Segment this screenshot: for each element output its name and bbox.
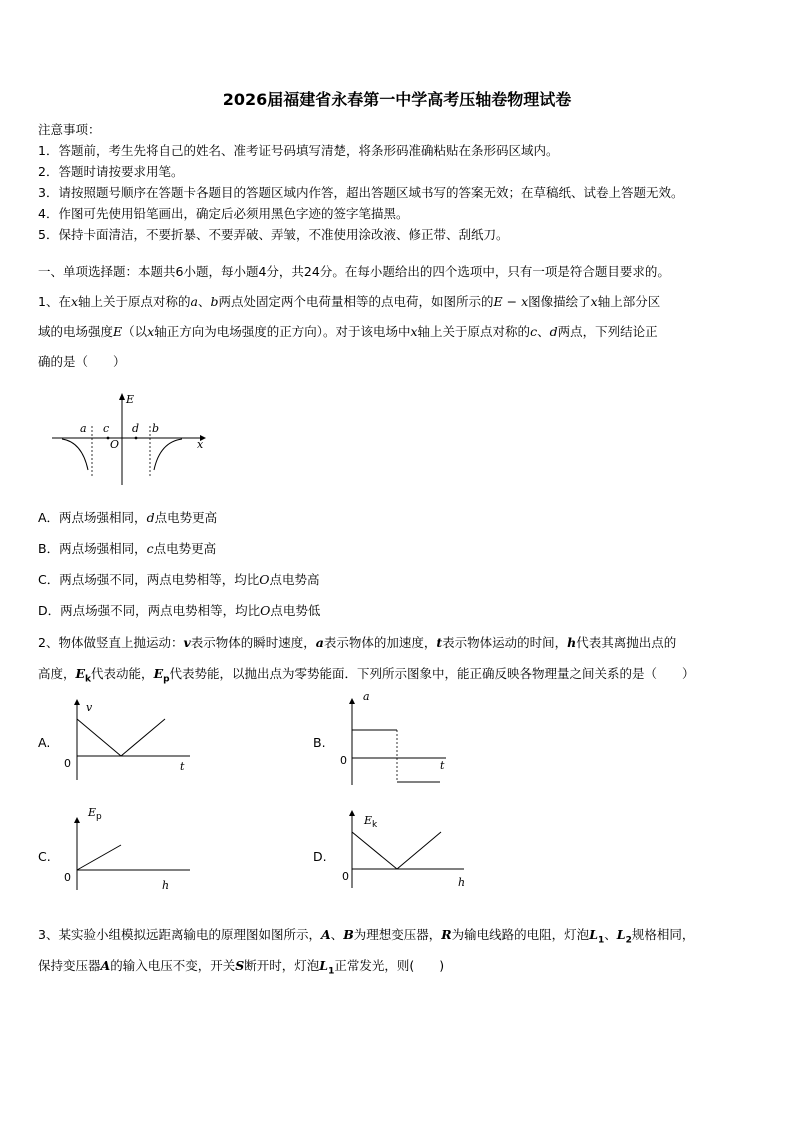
question-1-option-d: D．两点场强不同，两点电势相等，均比O点电势低 [38, 603, 321, 618]
svg-text:t: t [180, 760, 185, 773]
question-2-line-1: 2、物体做竖直上抛运动：v表示物体的瞬时速度，a表示物体的加速度，t表示物体运动的时间，h代表其离抛出点的 [38, 635, 677, 650]
section-heading: 一、单项选择题：本题共6小题，每小题4分，共24分。在每小题给出的四个选项中，只有一项是符合题目要求的。 [38, 264, 670, 279]
point-d [135, 437, 138, 440]
label-d: d [132, 422, 140, 435]
graph-b-a-t [336, 690, 456, 790]
y-axis-arrow [74, 817, 80, 823]
option-b-label: B. [313, 735, 326, 750]
option-a-label: A. [38, 735, 51, 750]
svg-text:p: p [96, 812, 102, 822]
question-2-line-2: 高度，$E_k$代表动能，$E_p$代表势能，以抛出点为零势能面．下列所示图象中，能正确反映各物理量之间关系的是（ ） [38, 666, 695, 685]
question-1-option-b: B．两点场强相同，c点电势更高 [38, 541, 217, 556]
v-line-down [77, 719, 121, 756]
svg-text:a: a [363, 690, 370, 703]
graph-c-ep-h [60, 805, 200, 895]
field-curve-left [62, 439, 88, 470]
y-axis-arrow [349, 698, 355, 704]
svg-text:0: 0 [340, 754, 347, 767]
question-3-line-1: 3、某实验小组模拟远距离输电的原理图如图所示，A、B为理想变压器，R为输电线路的电阻，灯泡$L_1$、$L_2$规格相同， [38, 927, 695, 946]
notice-item: 4．作图可先使用铅笔画出，确定后必须用黑色字迹的签字笔描黑。 [38, 206, 409, 221]
option-d-label: D. [313, 849, 327, 864]
svg-text:E: E [364, 814, 373, 827]
label-x: x [197, 438, 204, 451]
y-axis-arrow [349, 810, 355, 816]
field-curve-right [154, 439, 182, 470]
v-line-up [121, 719, 165, 756]
question-1-line-3: 确的是（ ） [38, 354, 126, 369]
notice-item: 1．答题前，考生先将自己的姓名、准考证号码填写清楚，将条形码准确粘贴在条形码区域内。 [38, 143, 559, 158]
option-c-label: C. [38, 849, 51, 864]
graph-a-v-t [60, 695, 200, 785]
svg-text:0: 0 [64, 871, 71, 884]
question-1-option-c: C．两点场强不同，两点电势相等，均比O点电势高 [38, 572, 320, 587]
notice-item: 5．保持卡面清洁，不要折暴、不要弄破、弄皱，不准使用涂改液、修正带、刮纸刀。 [38, 227, 509, 242]
e-axis-arrow [119, 393, 125, 400]
point-c [107, 437, 110, 440]
label-a: a [80, 422, 87, 435]
question-1-option-a: A．两点场强相同，d点电势更高 [38, 510, 218, 525]
notice-item: 3．请按照题号顺序在答题卡各题目的答题区域内作答，超出答题区域书写的答案无效；在草稿纸、试卷上答题无效。 [38, 185, 684, 200]
svg-text:0: 0 [64, 757, 71, 770]
y-axis-arrow [74, 699, 80, 705]
question-1-line-1: 1、在x轴上关于原点对称的a、b两点处固定两个电荷量相等的点电荷，如图所示的E − x图像描绘了x轴上部分区 [38, 294, 661, 309]
label-b: b [152, 422, 160, 435]
ep-line [77, 845, 121, 870]
svg-text:0: 0 [342, 870, 349, 883]
notice-item: 2．答题时请按要求用笔。 [38, 164, 184, 179]
svg-text:h: h [162, 879, 170, 892]
question-1-line-2: 域的电场强度E（以x轴正方向为电场强度的正方向）。对于该电场中x轴上关于原点对称的c、d两点，下列结论正 [38, 324, 658, 339]
ek-line-up [397, 832, 441, 869]
svg-text:t: t [440, 759, 445, 772]
notice-heading: 注意事项： [38, 122, 101, 137]
ek-line-down [352, 832, 397, 869]
svg-text:k: k [372, 820, 378, 830]
label-o: O [110, 438, 120, 451]
e-x-graph [50, 390, 210, 490]
svg-text:v: v [86, 701, 93, 714]
label-e: E [126, 393, 135, 406]
question-3-line-2: 保持变压器A的输入电压不变，开关S断开时，灯泡$L_1$正常发光，则( ) [38, 958, 445, 977]
graph-d-ek-h [336, 808, 476, 893]
svg-text:E: E [88, 806, 97, 819]
svg-text:h: h [458, 876, 466, 889]
label-c: c [103, 422, 110, 435]
page-title: 2026届福建省永春第一中学高考压轴卷物理试卷 [222, 90, 572, 109]
